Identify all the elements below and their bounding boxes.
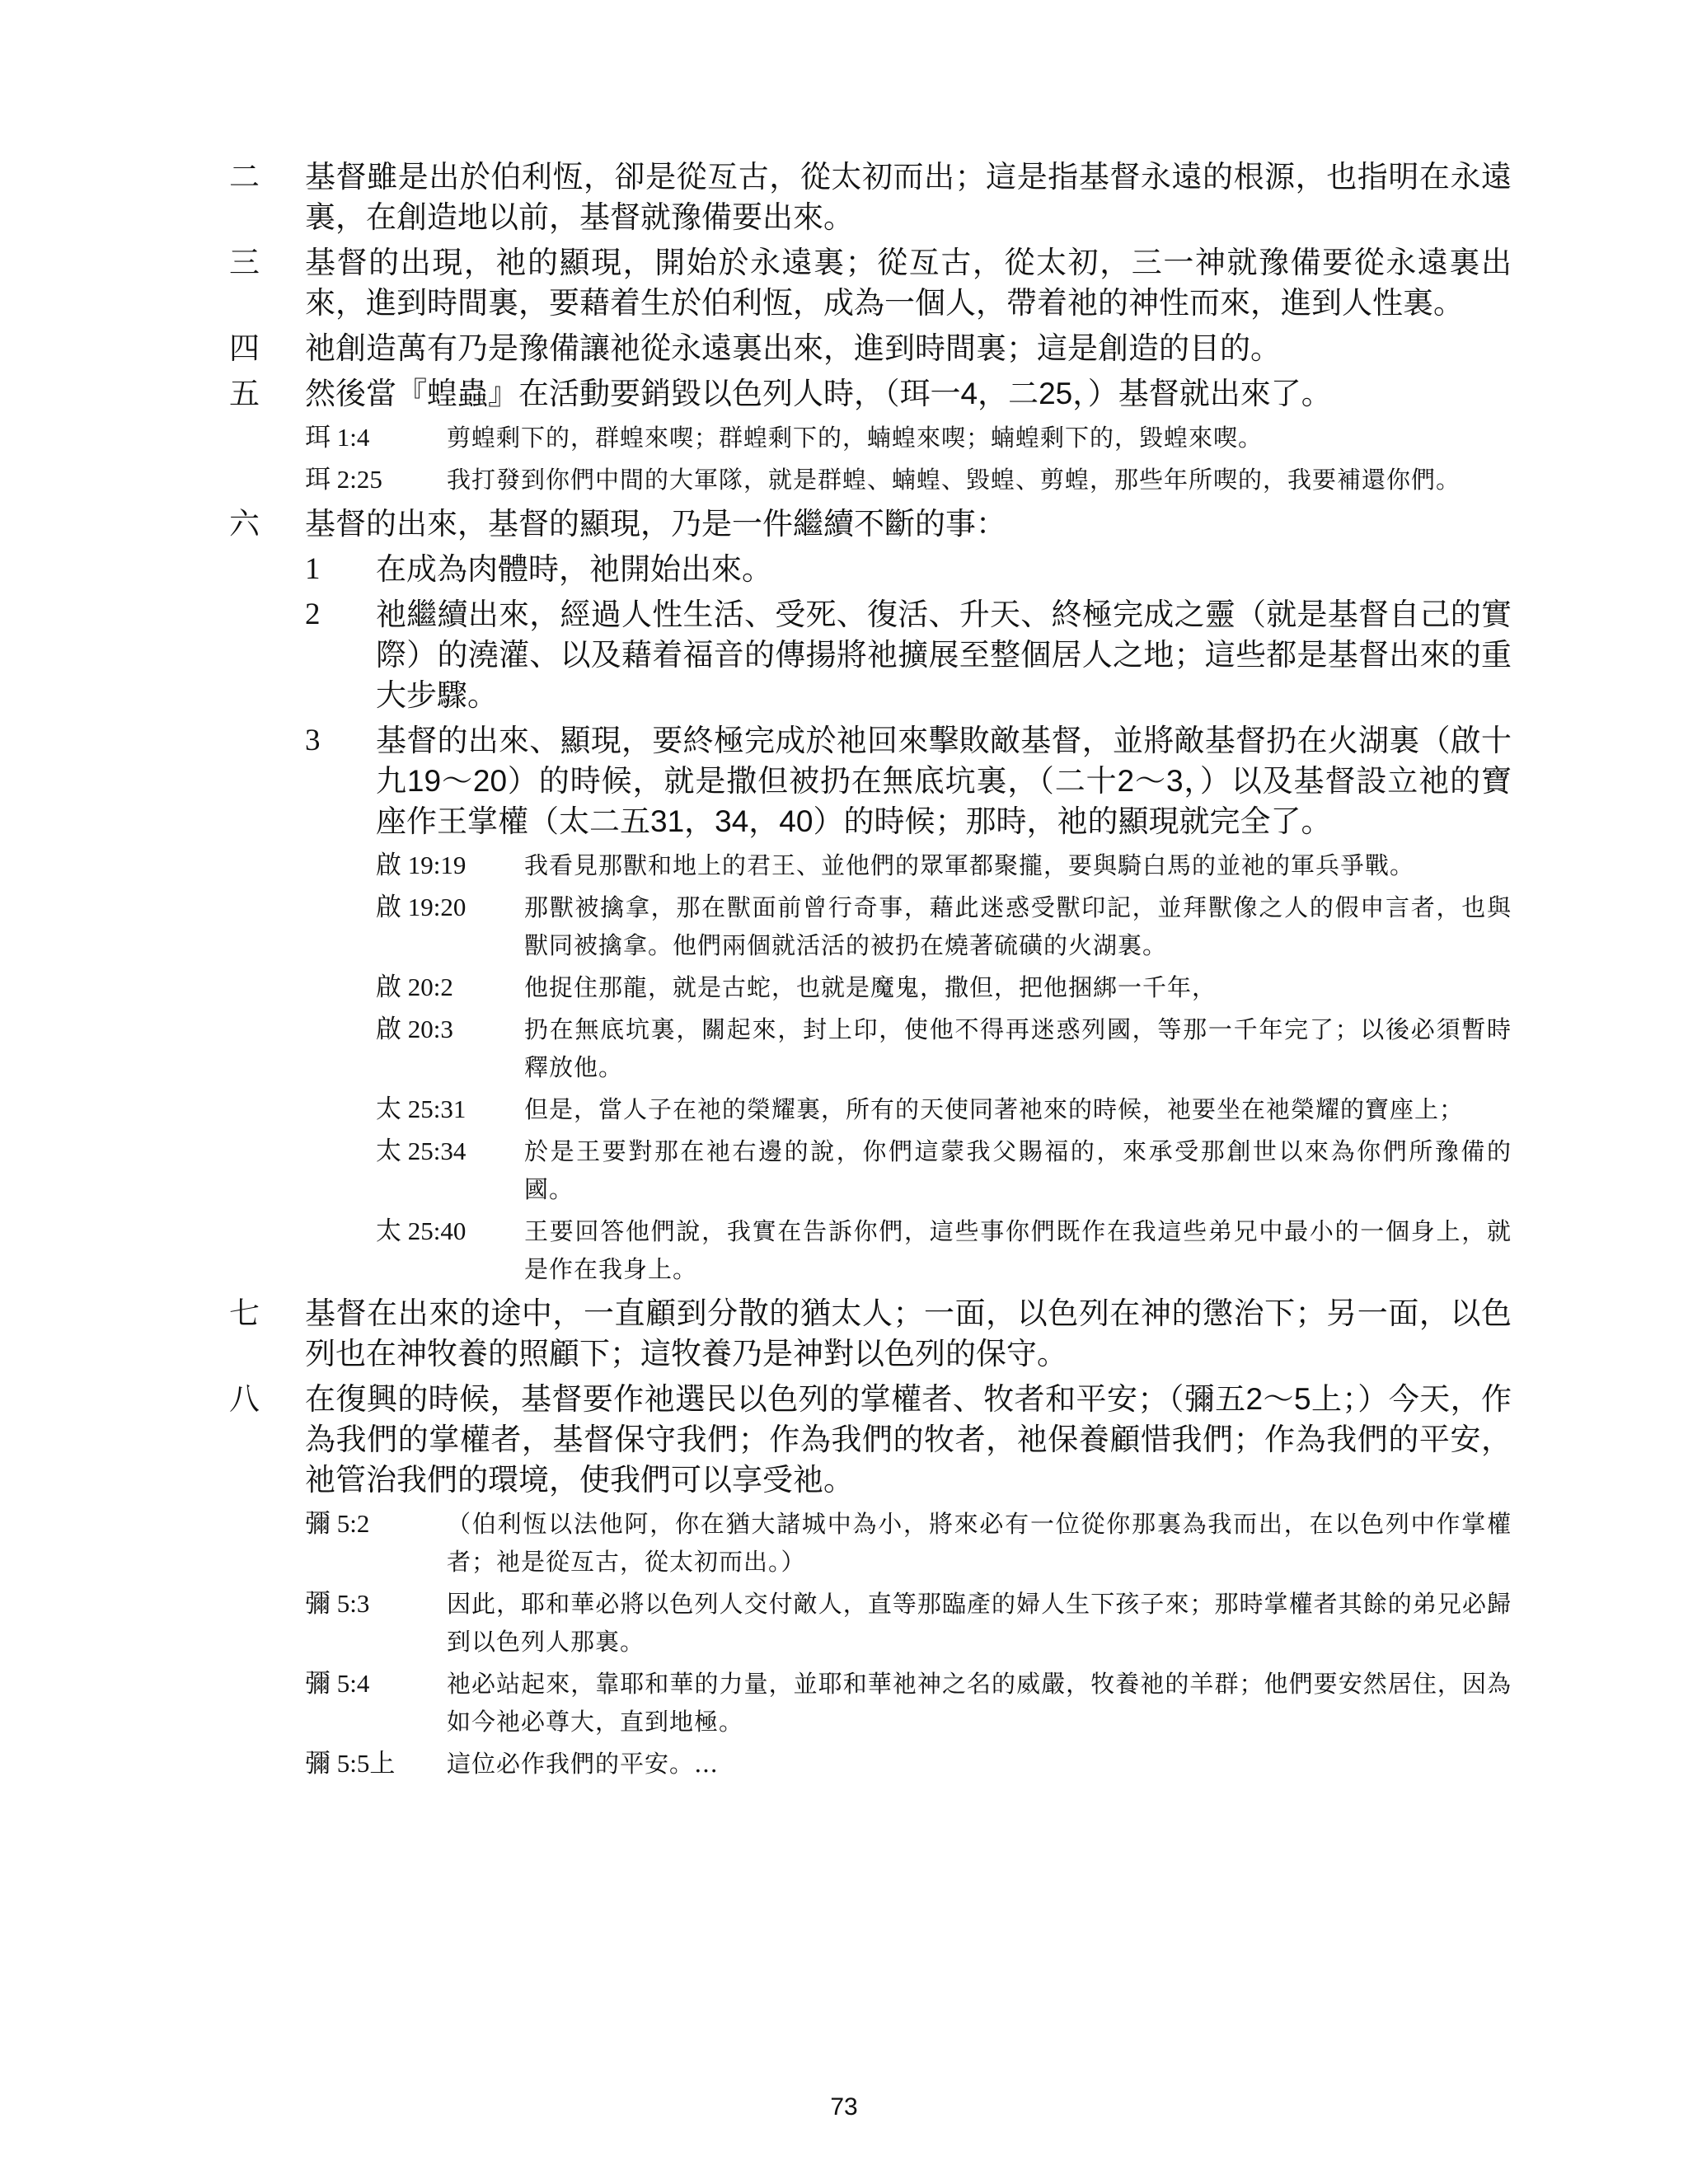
sub-point-1	[305, 549, 1512, 589]
outline-item-number: 二	[229, 160, 260, 194]
sub-point-number: 2	[305, 598, 321, 631]
verse-reference: 太 25:34	[376, 1137, 467, 1165]
verse-text: 王要回答他們說，我實在告訴你們，這些事你們既作在我這些弟兄中最小的一個身上，就是作在我身上。	[524, 1217, 1512, 1283]
sub-point-number: 3	[305, 724, 321, 757]
verse-block	[305, 1505, 1512, 1783]
verse-text: 祂必站起來，靠耶和華的力量，並耶和華祂神之名的威嚴，牧養祂的羊群；他們要安然居住，因為如今祂必尊大，直到地極。	[447, 1670, 1512, 1736]
verse-reference: 太 25:31	[376, 1094, 467, 1123]
verse-reference: 啟 19:19	[376, 851, 467, 879]
verse-entry	[305, 461, 1512, 499]
verse-text: 那獸被擒拿，那在獸面前曾行奇事，藉此迷惑受獸印記，並拜獸像之人的假申言者，也與獸同被擒拿。他們兩個就活活的被扔在燒著硫磺的火湖裏。	[524, 893, 1512, 959]
outline-item-text: 基督的出現，祂的顯現，開始於永遠裏；從亙古，從太初，三一神就豫備要從永遠裏出來，進到時間裏，要藉着生於伯利恆，成為一個人，帶着祂的神性而來，進到人性裏。	[305, 246, 1512, 320]
verse-reference: 珥 1:4	[305, 423, 370, 452]
verse-reference: 彌 5:3	[305, 1589, 370, 1618]
sub-point-2	[305, 594, 1512, 715]
verse-text: 於是王要對那在祂右邊的說，你們這蒙我父賜福的，來承受那創世以來為你們所豫備的國。	[524, 1137, 1512, 1203]
verse-entry	[305, 1505, 1512, 1581]
verse-entry	[376, 1212, 1512, 1288]
verse-entry	[376, 1010, 1512, 1086]
verse-reference: 彌 5:4	[305, 1669, 370, 1698]
verse-entry	[376, 888, 1512, 964]
outline-item-number: 三	[229, 246, 260, 279]
sub-point-number: 1	[305, 552, 321, 586]
verse-text: 因此，耶和華必將以色列人交付敵人，直等那臨產的婦人生下孩子來；那時掌權者其餘的弟兄必歸到以色列人那裏。	[447, 1590, 1512, 1656]
outline-item-8	[229, 1379, 1512, 1500]
outline-item-text: 祂創造萬有乃是豫備讓祂從永遠裏出來，進到時間裏；這是創造的目的。	[305, 331, 1281, 365]
outline-body	[229, 157, 1512, 1788]
outline-item-text: 基督的出來，基督的顯現，乃是一件繼續不斷的事：	[305, 507, 1006, 541]
verse-text: 他捉住那龍，就是古蛇，也就是魔鬼，撒但，把他捆綁一千年，	[524, 973, 1217, 1001]
verse-entry	[376, 846, 1512, 884]
sub-point-3	[305, 720, 1512, 841]
sub-point-text: 基督的出來、顯現，要終極完成於祂回來擊敗敵基督，並將敵基督扔在火湖裏（啟十九19～20）的時候，就是撒但被扔在無底坑裏，（二十2～3，）以及基督設立祂的寶座作王掌權（太二五31，34，40）的時候；那時，祂的顯現就完全了。	[376, 724, 1512, 838]
verse-reference: 啟 20:2	[376, 972, 453, 1001]
verse-text: 但是，當人子在祂的榮耀裏，所有的天使同著祂來的時候，祂要坐在祂榮耀的寶座上；	[524, 1095, 1465, 1123]
verse-reference: 太 25:40	[376, 1216, 467, 1245]
verse-text: 扔在無底坑裏，關起來，封上印，使他不得再迷惑列國，等那一千年完了；以後必須暫時釋放他。	[524, 1015, 1512, 1081]
verse-text: （伯利恆以法他阿，你在猶大諸城中為小，將來必有一位從你那裏為我而出，在以色列中作掌權者；祂是從亙古，從太初而出。）	[447, 1510, 1512, 1576]
outline-item-6	[229, 504, 1512, 544]
verse-text: 剪蝗剩下的，群蝗來喫；群蝗剩下的，蝻蝗來喫；蝻蝗剩下的，毀蝗來喫。	[447, 424, 1264, 452]
outline-item-4	[229, 328, 1512, 368]
verse-reference: 彌 5:5上	[305, 1749, 396, 1778]
verse-reference: 珥 2:25	[305, 465, 382, 494]
verse-reference: 啟 20:3	[376, 1015, 453, 1043]
outline-item-number: 四	[229, 331, 260, 365]
verse-text: 我看見那獸和地上的君王、並他們的眾軍都聚攏，要與騎白馬的並祂的軍兵爭戰。	[524, 851, 1415, 879]
outline-item-3	[229, 242, 1512, 323]
outline-item-5	[229, 373, 1512, 414]
outline-item-number: 八	[229, 1382, 260, 1416]
outline-item-7	[229, 1293, 1512, 1374]
verse-entry	[305, 419, 1512, 457]
sub-point-text: 祂繼續出來，經過人性生活、受死、復活、升天、終極完成之靈（就是基督自己的實際）的澆灌、以及藉着福音的傳揚將祂擴展至整個居人之地；這些都是基督出來的重大步驟。	[376, 598, 1512, 712]
verse-entry	[376, 1090, 1512, 1128]
verse-text: 我打發到你們中間的大軍隊，就是群蝗、蝻蝗、毀蝗、剪蝗，那些年所喫的，我要補還你們。	[447, 466, 1461, 494]
outline-item-number: 五	[229, 377, 260, 410]
verse-entry	[376, 1132, 1512, 1208]
verse-reference: 啟 19:20	[376, 893, 467, 921]
verse-reference: 彌 5:2	[305, 1509, 370, 1538]
outline-item-text: 在復興的時候，基督要作祂選民以色列的掌權者、牧者和平安；（彌五2～5上；）今天，作為我們的掌權者，基督保守我們；作為我們的牧者，祂保養顧惜我們；作為我們的平安，祂管治我們的環境，使我們可以享受祂。	[305, 1382, 1512, 1497]
verse-block	[376, 846, 1512, 1288]
verse-text: 這位必作我們的平安。…	[447, 1750, 720, 1778]
outline-item-text: 基督雖是出於伯利恆，卻是從亙古，從太初而出；這是指基督永遠的根源，也指明在永遠裏，在創造地以前，基督就豫備要出來。	[305, 160, 1512, 234]
verse-entry	[305, 1745, 1512, 1783]
outline-item-number: 六	[229, 507, 260, 541]
verse-entry	[376, 968, 1512, 1006]
verse-entry	[305, 1585, 1512, 1661]
outline-item-2	[229, 157, 1512, 237]
verse-entry	[305, 1665, 1512, 1741]
verse-block	[305, 419, 1512, 499]
outline-item-number: 七	[229, 1296, 260, 1330]
outline-item-text: 然後當『蝗蟲』在活動要銷毀以色列人時，（珥一4，二25，）基督就出來了。	[305, 377, 1332, 410]
outline-item-text: 基督在出來的途中，一直顧到分散的猶太人；一面，以色列在神的懲治下；另一面，以色列也在神牧養的照顧下；這牧養乃是神對以色列的保守。	[305, 1296, 1512, 1371]
page-number: 73	[830, 2093, 858, 2121]
sub-point-text: 在成為肉體時，祂開始出來。	[376, 552, 772, 586]
